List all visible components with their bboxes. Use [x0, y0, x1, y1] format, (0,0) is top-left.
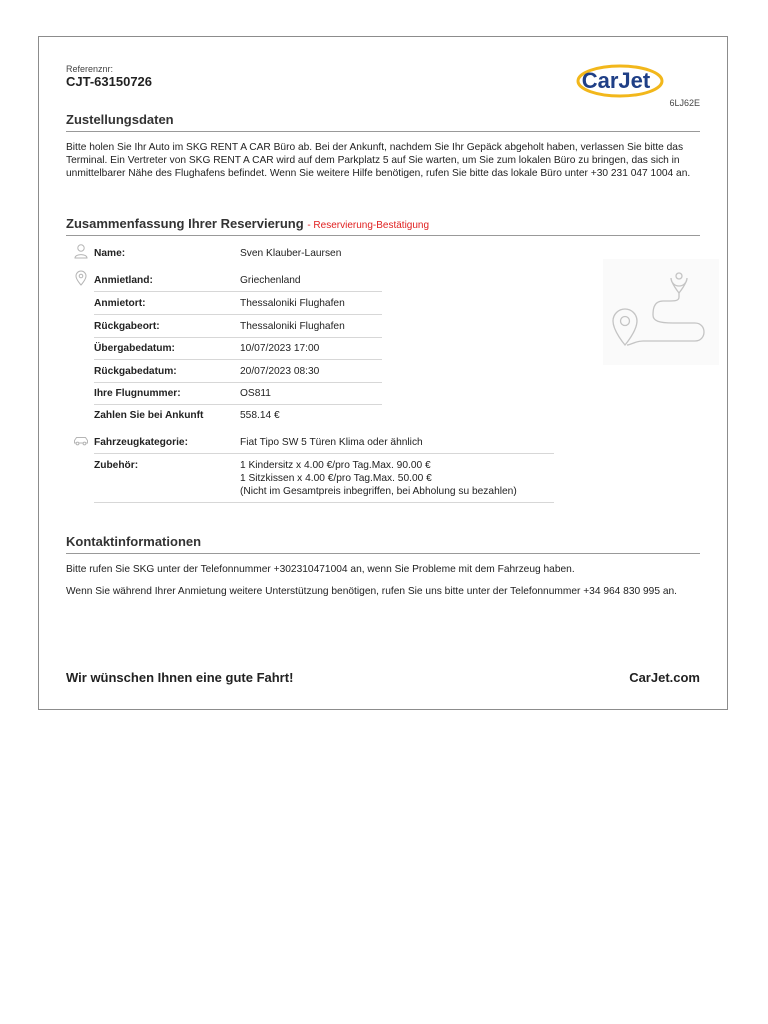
contact-text-2: Wenn Sie während Ihrer Anmietung weitere Unterstützung benötigen, rufen Sie uns bitte unter der Telefonnummer +34 964 830 995 an.	[66, 586, 677, 597]
pay-value: 558.14 €	[240, 410, 280, 421]
extras-line-3: (Nicht im Gesamtpreis inbegriffen, bei Abholung su bezahlen)	[240, 486, 517, 497]
delivery-title-text: Zustellungsdaten	[66, 112, 174, 127]
row-divider	[94, 359, 382, 360]
summary-title-text: Zusammenfassung Ihrer Reservierung	[66, 216, 304, 231]
row-divider	[94, 337, 382, 338]
pickup-location-label: Anmietort:	[94, 298, 146, 309]
reference-label: Referenznr:	[66, 64, 114, 74]
extras-label: Zubehör:	[94, 460, 139, 471]
row-divider	[94, 291, 382, 292]
return-date-label: Rückgabedatum:	[94, 366, 177, 377]
pickup-date-value: 10/07/2023 17:00	[240, 343, 320, 354]
flight-value: OS811	[240, 388, 271, 399]
return-location-value: Thessaloniki Flughafen	[240, 321, 345, 332]
summary-title	[66, 216, 700, 236]
booking-code: 6LJ62E	[669, 98, 700, 108]
name-value: Sven Klauber-Laursen	[240, 248, 342, 259]
delivery-text: Bitte holen Sie Ihr Auto im SKG RENT A CAR Büro ab. Bei der Ankunft, nachdem Sie Ihr Gepäck abgeholt haben, verlassen Sie bitte das Terminal. Ein Vertreter von SKG RENT A CAR wird auf dem Parkplatz 5 auf Sie warten, um Sie zum lokalen Büro zu bringen, das sich in unmittelbarer Nähe des Flughafens befindet. Wenn Sie weitere Hilfe benötigen, rufen Sie bitte das lokale Büro unter +30 231 047 1004 an.	[66, 142, 691, 179]
row-divider	[94, 502, 554, 503]
footer-greeting: Wir wünschen Ihnen eine gute Fahrt!	[66, 670, 294, 685]
user-icon	[73, 243, 89, 259]
footer-site-link[interactable]: CarJet.com	[629, 670, 700, 685]
contact-title	[66, 534, 700, 554]
pay-label: Zahlen Sie bei Ankunft	[94, 410, 204, 421]
row-divider	[94, 404, 382, 405]
contact-text-1: Bitte rufen Sie SKG unter der Telefonnummer +302310471004 an, wenn Sie Probleme mit dem Fahrzeug haben.	[66, 564, 575, 575]
pickup-location-value: Thessaloniki Flughafen	[240, 298, 345, 309]
return-location-label: Rückgabeort:	[94, 321, 160, 332]
delivery-title	[66, 112, 700, 132]
summary-status: - Reservierung-Bestätigung	[307, 220, 430, 231]
flight-label: Ihre Flugnummer:	[94, 388, 181, 399]
reservation-document	[38, 36, 728, 710]
country-label: Anmietland:	[94, 275, 153, 286]
vehicle-category-value: Fiat Tipo SW 5 Türen Klima oder ähnlich	[240, 437, 423, 448]
name-label: Name:	[94, 248, 126, 259]
country-value: Griechenland	[240, 275, 301, 286]
reference-number: CJT-63150726	[66, 74, 153, 89]
logo-text: CarJet	[581, 68, 651, 93]
extras-line-2: 1 Sitzkissen x 4.00 €/pro Tag.Max. 50.00 €	[240, 473, 432, 484]
route-map-icon	[603, 259, 719, 365]
return-date-value: 20/07/2023 08:30	[240, 366, 320, 377]
pickup-date-label: Übergabedatum:	[94, 343, 175, 354]
row-divider	[94, 382, 382, 383]
extras-line-1: 1 Kindersitz x 4.00 €/pro Tag.Max. 90.00 €	[240, 460, 431, 471]
car-icon	[73, 432, 89, 448]
row-divider	[94, 453, 554, 454]
row-divider	[94, 314, 382, 315]
contact-title-text: Kontaktinformationen	[66, 534, 202, 549]
carjet-logo	[570, 61, 666, 101]
map-pin-icon	[73, 270, 89, 286]
vehicle-category-label: Fahrzeugkategorie:	[94, 437, 188, 448]
